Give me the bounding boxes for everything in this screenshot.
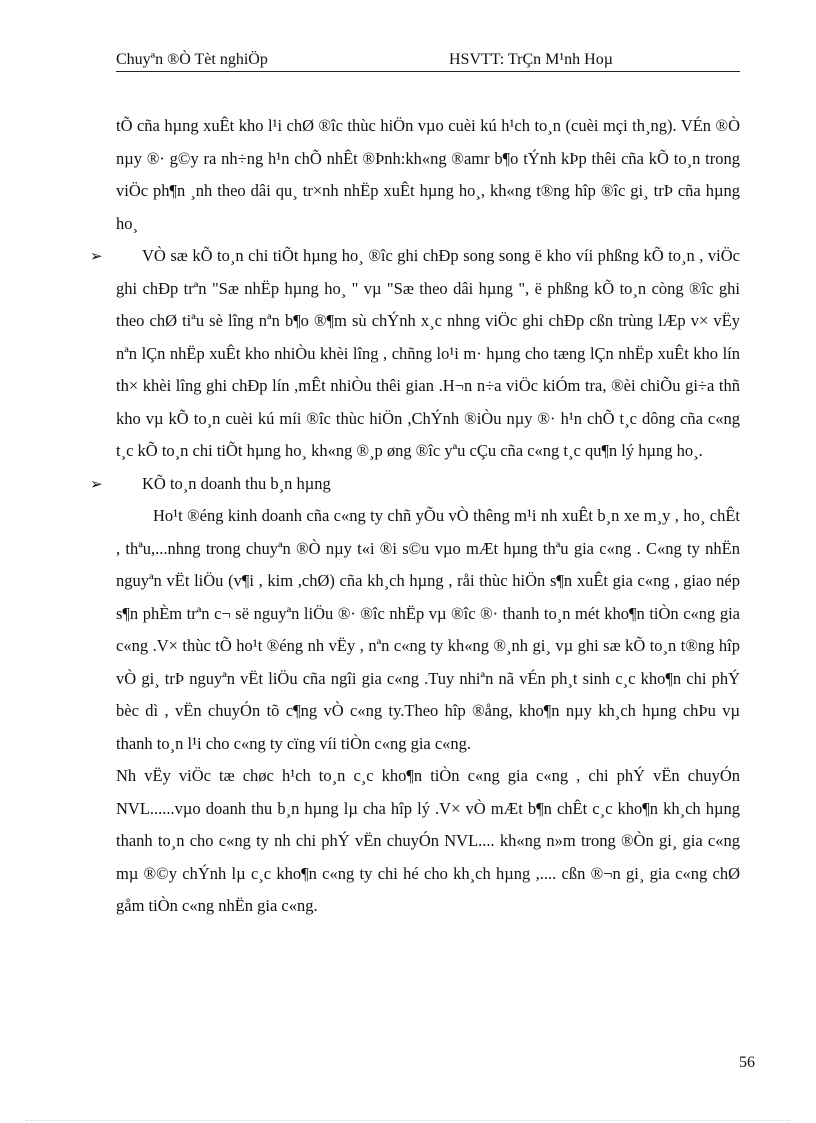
heading-text: KÕ to¸n doanh thu b¸n hµng: [142, 473, 331, 493]
paragraph: Ho¹t ®éng kinh doanh cña c«ng ty chñ yÕu vÒ thêng m¹i nh xuÊt b¸n xe m¸y , ho¸ chÊt , thªu,...nhng trong chuyªn ®Ò nµy t«i ®i s©u vµo mÆt hµng thªu gia c«ng . C«ng ty nhËn nguyªn vËt liÖu (v¶i , kim ,chØ) cña kh¸ch hµng , råi thùc hiÖn s¶n xuÊt gia c«ng , giao nép s¶n phÈm trªn c¬ së nguyªn liÖu ®· ®îc nhËp vµ ®îc ®· thanh to¸n mét kho¶n tiÒn c«ng gia c«ng .V× thùc tÕ ho¹t ®éng nh vËy , nªn c«ng ty kh«ng ®¸nh gi¸ vµ ghi sæ kÕ to¸n t®ng hîp vÒ gi¸ trÞ nguyªn vËt liÖu cña ngîi gia c«ng .Tuy nhiªn nã vÉn ph¸t sinh c¸c kho¶n chi phÝ bèc dì , vËn chuyÓn tõ c¶ng vÒ c«ng ty.Theo hîp ®ång, kho¶n nµy kh¸ch hµng chÞu vµ thanh to¸n l¹i cho c«ng ty cïng víi tiÒn c«ng gia c«ng.: [116, 506, 740, 753]
paragraph-text: VÒ sæ kÕ to¸n chi tiÕt hµng ho¸ ®îc ghi chÐp song song ë kho víi phßng kÕ to¸n , viÖc ghi chÐp trªn "Sæ nhËp hµng ho¸ " vµ "Sæ theo dâi hµng ", ë phßng kÕ to¸n còng ®îc ghi theo chØ tiªu sè lîng nªn b¶o ®¶m sù chÝnh x¸c nhng viÖc ghi chÐp cßn trùng lÆp v× vËy nªn lÇn nhËp xuÊt kho nhiÒu khèi lîng , chñng lo¹i m· hµng cho tæng lÇn nhËp xuÊt kho lín th× khèi lîng ghi chÐp lín ,mÊt nhiÒu thêi gian .H¬n n÷a viÖc kiÓm tra, ®èi chiÕu gi÷a thñ kho vµ kÕ to¸n cuèi kú míi ®îc thùc hiÖn ,ChÝnh ®iÒu nµy ®· h¹n chÕ t¸c dông cña c«ng t¸c kÕ to¸n chi tiÕt hµng ho¸ kh«ng ®¸p øng ®îc yªu cÇu cña c«ng t¸c qu¶n lý hµng ho¸.: [116, 246, 740, 460]
page-header: [116, 50, 740, 72]
paragraph: tÕ cña hµng xuÊt kho l¹i chØ ®îc thùc hiÖn vµo cuèi kú h¹ch to¸n (cuèi mçi th¸ng). VÉn ®Ò nµy ®· g©y ra nh÷ng h¹n chÕ nhÊt ®Þnh:kh«ng ®amr b¶o tÝnh kÞp thêi cña kÕ to¸n trong viÖc ph¶n ¸nh theo dâi qu¸ tr×nh nhËp xuÊt hµng ho¸, kh«ng t®ng hîp ®îc gi¸ trÞ cña hµng ho¸: [116, 116, 740, 233]
document-body: [116, 110, 740, 923]
page-number: 56: [739, 1054, 755, 1071]
page-bottom-divider: [26, 1120, 790, 1121]
bullet-paragraph: [116, 240, 740, 468]
header-title: Chuyªn ®Ò Tèt nghiÖp: [116, 51, 268, 68]
paragraph: Nh vËy viÖc tæ chøc h¹ch to¸n c¸c kho¶n tiÒn c«ng gia c«ng , chi phÝ vËn chuyÓn NVL......vµo doanh thu b¸n hµng lµ cha hîp lý .V× vÒ mÆt b¶n chÊt c¸c kho¶n kh¸ch hµng thanh to¸n cho c«ng ty nh chi phÝ vËn chuyÓn NVL.... kh«ng n»m trong ®Òn gi¸ gia c«ng mµ ®©y chÝnh lµ c¸c kho¶n c«ng ty chi hé cho kh¸ch hµng ,.... cßn ®¬n gi¸ gia c«ng chØ gåm tiÒn c«ng nhËn gia c«ng.: [116, 766, 740, 915]
section-heading: [116, 468, 740, 501]
header-student: HSVTT: TrÇn M¹nh Hoµ: [449, 51, 613, 68]
